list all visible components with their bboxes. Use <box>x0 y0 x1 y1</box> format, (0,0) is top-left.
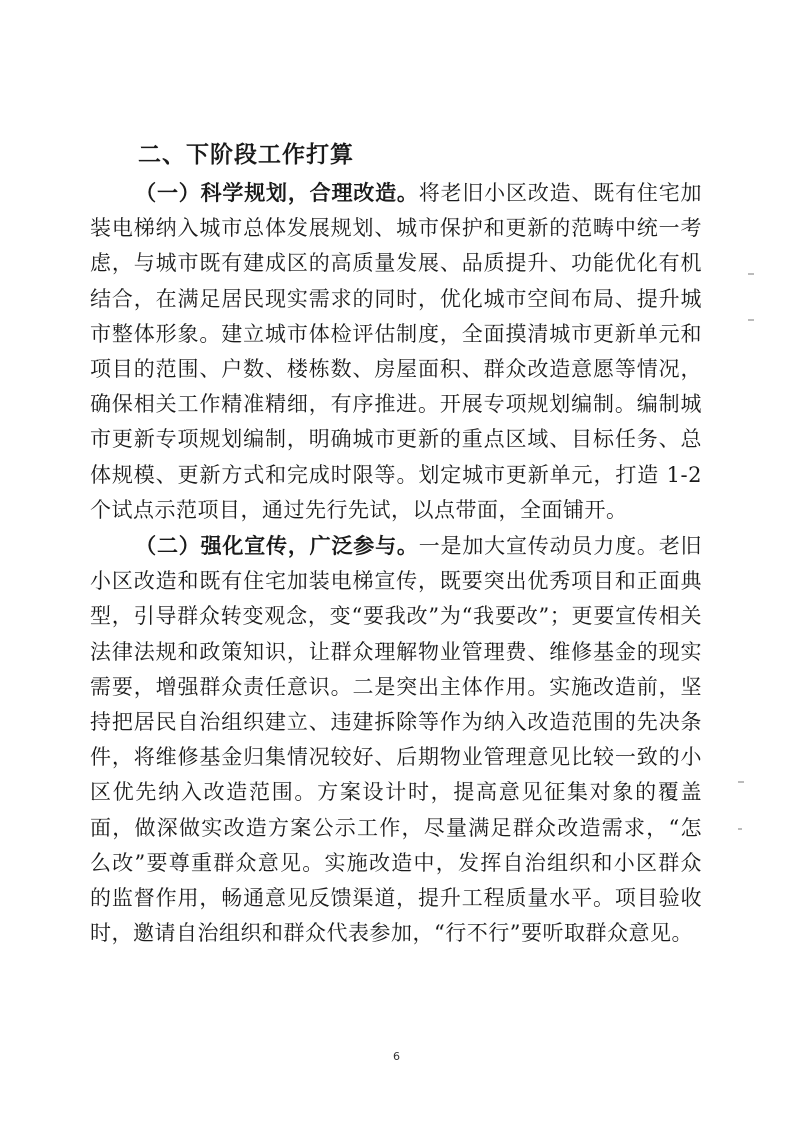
scan-mark <box>748 273 754 275</box>
page-number: 6 <box>393 1050 400 1063</box>
scan-mark <box>738 828 742 830</box>
section-heading: 二、下阶段工作打算 <box>138 142 354 168</box>
paragraph-planning <box>90 176 702 528</box>
scan-mark <box>738 781 744 783</box>
paragraph-lead: （一）科学规划，合理改造。 <box>135 181 419 205</box>
paragraph-publicity <box>90 529 702 951</box>
paragraph-body: 将老旧小区改造、既有住宅加装电梯纳入城市总体发展规划、城市保护和更新的范畴中统一考虑，与城市既有建成区的高质量发展、品质提升、功能优化有机结合，在满足居民现实需求的同时，优化城市空间布局、提升城市整体形象。建立城市体检评估制度，全面摸清城市更新单元和项目的范围、户数、楼栋数、房屋面积、群众改造意愿等情况，确保相关工作精准精细，有序推进。开展专项规划编制。编制城市更新专项规划编制，明确城市更新的重点区域、目标任务、总体规模、更新方式和完成时限等。划定城市更新单元，打造 1-2 个试点示范项目，通过先行先试，以点带面，全面铺开。 <box>90 181 703 522</box>
scan-mark <box>748 319 754 321</box>
paragraph-lead: （二）强化宣传，广泛参与。 <box>135 534 419 558</box>
paragraph-body: 一是加大宣传动员力度。老旧小区改造和既有住宅加装电梯宣传，既要突出优秀项目和正面典型，引导群众转变观念，变“要我改”为“我要改”；更要宣传相关法律法规和政策知识，让群众理解物业管理费、维修基金的现实需要，增强群众责任意识。二是突出主体作用。实施改造前，坚持把居民自治组织建立、违建拆除等作为纳入改造范围的先决条件，将维修基金归集情况较好、后期物业管理意见比较一致的小区优先纳入改造范围。方案设计时，提高意见征集对象的覆盖面，做深做实改造方案公示工作，尽量满足群众改造需求，“怎么改”要尊重群众意见。实施改造中，发挥自治组织和小区群众的监督作用，畅通意见反馈渠道，提升工程质量水平。项目验收时，邀请自治组织和群众代表参加，“行不行”要听取群众意见。 <box>90 534 703 946</box>
